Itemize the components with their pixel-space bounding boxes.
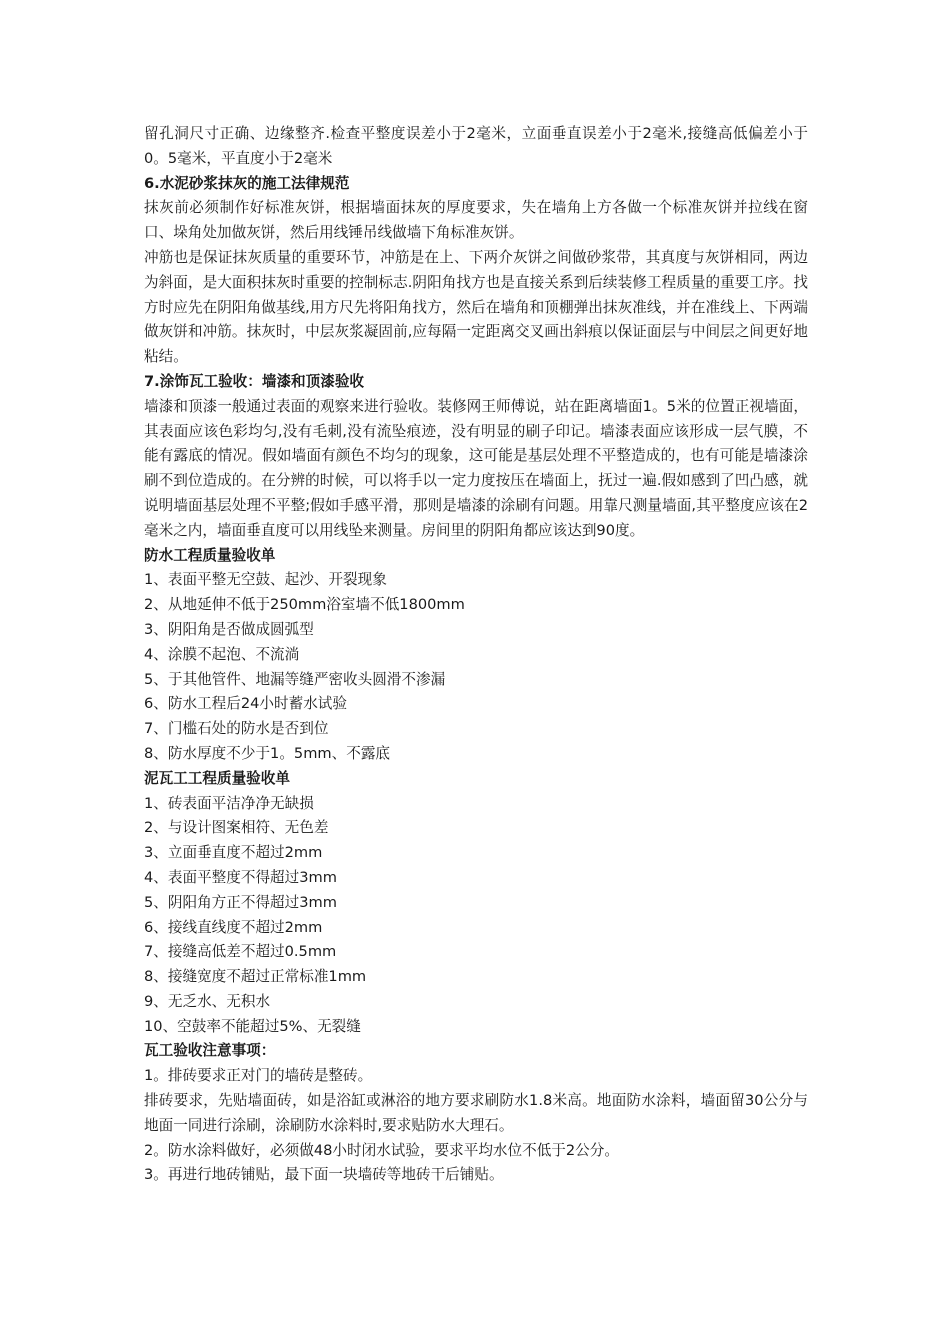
section-heading: 6.水泥砂浆抹灰的施工法律规范 (144, 174, 350, 192)
list-item: 6、防水工程后24小时蓄水试验 (144, 695, 347, 713)
list-item: 4、涂膜不起泡、不流淌 (144, 645, 300, 663)
section-heading: 7.涂饰瓦工验收：墙漆和顶漆验收 (144, 372, 365, 390)
list-item: 8、防水厚度不少于1。5mm、不露底 (144, 744, 391, 762)
list-item: 5、于其他管件、地漏等缝严密收头圆滑不渗漏 (144, 670, 446, 688)
list-item: 8、接缝宽度不超过正常标准1mm (144, 968, 367, 986)
list-item: 1、表面平整无空鼓、起沙、开裂现象 (144, 571, 387, 589)
list-item: 5、阴阳角方正不得超过3mm (144, 893, 337, 911)
list-item: 2、与设计图案相符、无色差 (144, 819, 329, 837)
list-item: 1。排砖要求正对门的墙砖是整砖。 (144, 1067, 373, 1085)
paragraph-text: 冲筋也是保证抹灰质量的重要环节，冲筋是在上、下两介灰饼之间做砂浆带，其真度与灰饼相同，两边为斜面，是大面积抹灰时重要的控制标志.阴阳角找方也是直接关系到后续装修工程质量的重要工序。找方时应先在阴阳角做基线,用方尺先将阳角找方，然后在墙角和顶棚弹出抹灰准线，并在准线上、下两端做灰饼和冲筋。抹灰时，中层灰浆凝固前,应每隔一定距离交叉画出斜痕以保证面层与中间层之间更好地粘结。 (144, 248, 808, 366)
paragraph-text: 排砖要求，先贴墙面砖，如是浴缸或淋浴的地方要求刷防水1.8米高。地面防水涂料，墙面留30公分与地面一同进行涂刷，涂刷防水涂料时,要求贴防水大理石。 (144, 1092, 808, 1134)
list-item: 6、接线直线度不超过2mm (144, 918, 323, 936)
list-item: 3。再进行地砖铺贴，最下面一块墙砖等地砖干后铺贴。 (144, 1166, 504, 1184)
list-item: 2、从地延伸不低于250mm浴室墙不低1800mm (144, 596, 465, 614)
paragraph-text: 留孔洞尺寸正确、边缘整齐.检查平整度误差小于2毫米，立面垂直误差小于2毫米,接缝高低偏差小于0。5毫米，平直度小于2毫米 (144, 125, 808, 167)
list-item: 3、阴阳角是否做成圆弧型 (144, 620, 314, 638)
list-item: 10、空鼓率不能超过5%、无裂缝 (144, 1017, 361, 1035)
section-heading: 防水工程质量验收单 (144, 546, 276, 564)
paragraph-text: 抹灰前必须制作好标准灰饼，根据墙面抹灰的厚度要求，失在墙角上方各做一个标准灰饼并拉线在窗口、垛角处加做灰饼，然后用线锤吊线做墙下角标准灰饼。 (144, 199, 808, 242)
list-item: 4、表面平整度不得超过3mm (144, 868, 337, 886)
list-item: 7、门槛石处的防水是否到位 (144, 720, 329, 738)
section-heading: 瓦工验收注意事项： (144, 1042, 276, 1060)
list-item: 3、立面垂直度不超过2mm (144, 844, 323, 862)
paragraph-text: 墙漆和顶漆一般通过表面的观察来进行验收。装修网王师傅说，站在距离墙面1。5米的位置正视墙面，其表面应该色彩均匀,没有毛刺,没有流坠痕迹，没有明显的刷子印记。墙漆表面应该形成一层气膜，不能有露底的情况。假如墙面有颜色不均匀的现象，这可能是基层处理不平整造成的，也有可能是墙漆涂刷不到位造成的。在分辨的时候，可以将手以一定力度按压在墙面上，抚过一遍.假如感到了凹凸感，就说明墙面基层处理不平整;假如手感平滑，那则是墙漆的涂刷有问题。用靠尺测量墙面,其平整度应该在2毫米之内，墙面垂直度可以用线坠来测量。房间里的阴阳角都应该达到90度。 (144, 397, 808, 539)
list-item: 2。防水涂料做好，必须做48小时闭水试验，要求平均水位不低于2公分。 (144, 1141, 619, 1159)
document-body (144, 122, 808, 1188)
list-item: 9、无乏水、无积水 (144, 992, 271, 1010)
list-item: 7、接缝高低差不超过0.5mm (144, 943, 337, 961)
section-heading: 泥瓦工工程质量验收单 (144, 769, 290, 787)
list-item: 1、砖表面平洁净净无缺损 (144, 794, 314, 812)
